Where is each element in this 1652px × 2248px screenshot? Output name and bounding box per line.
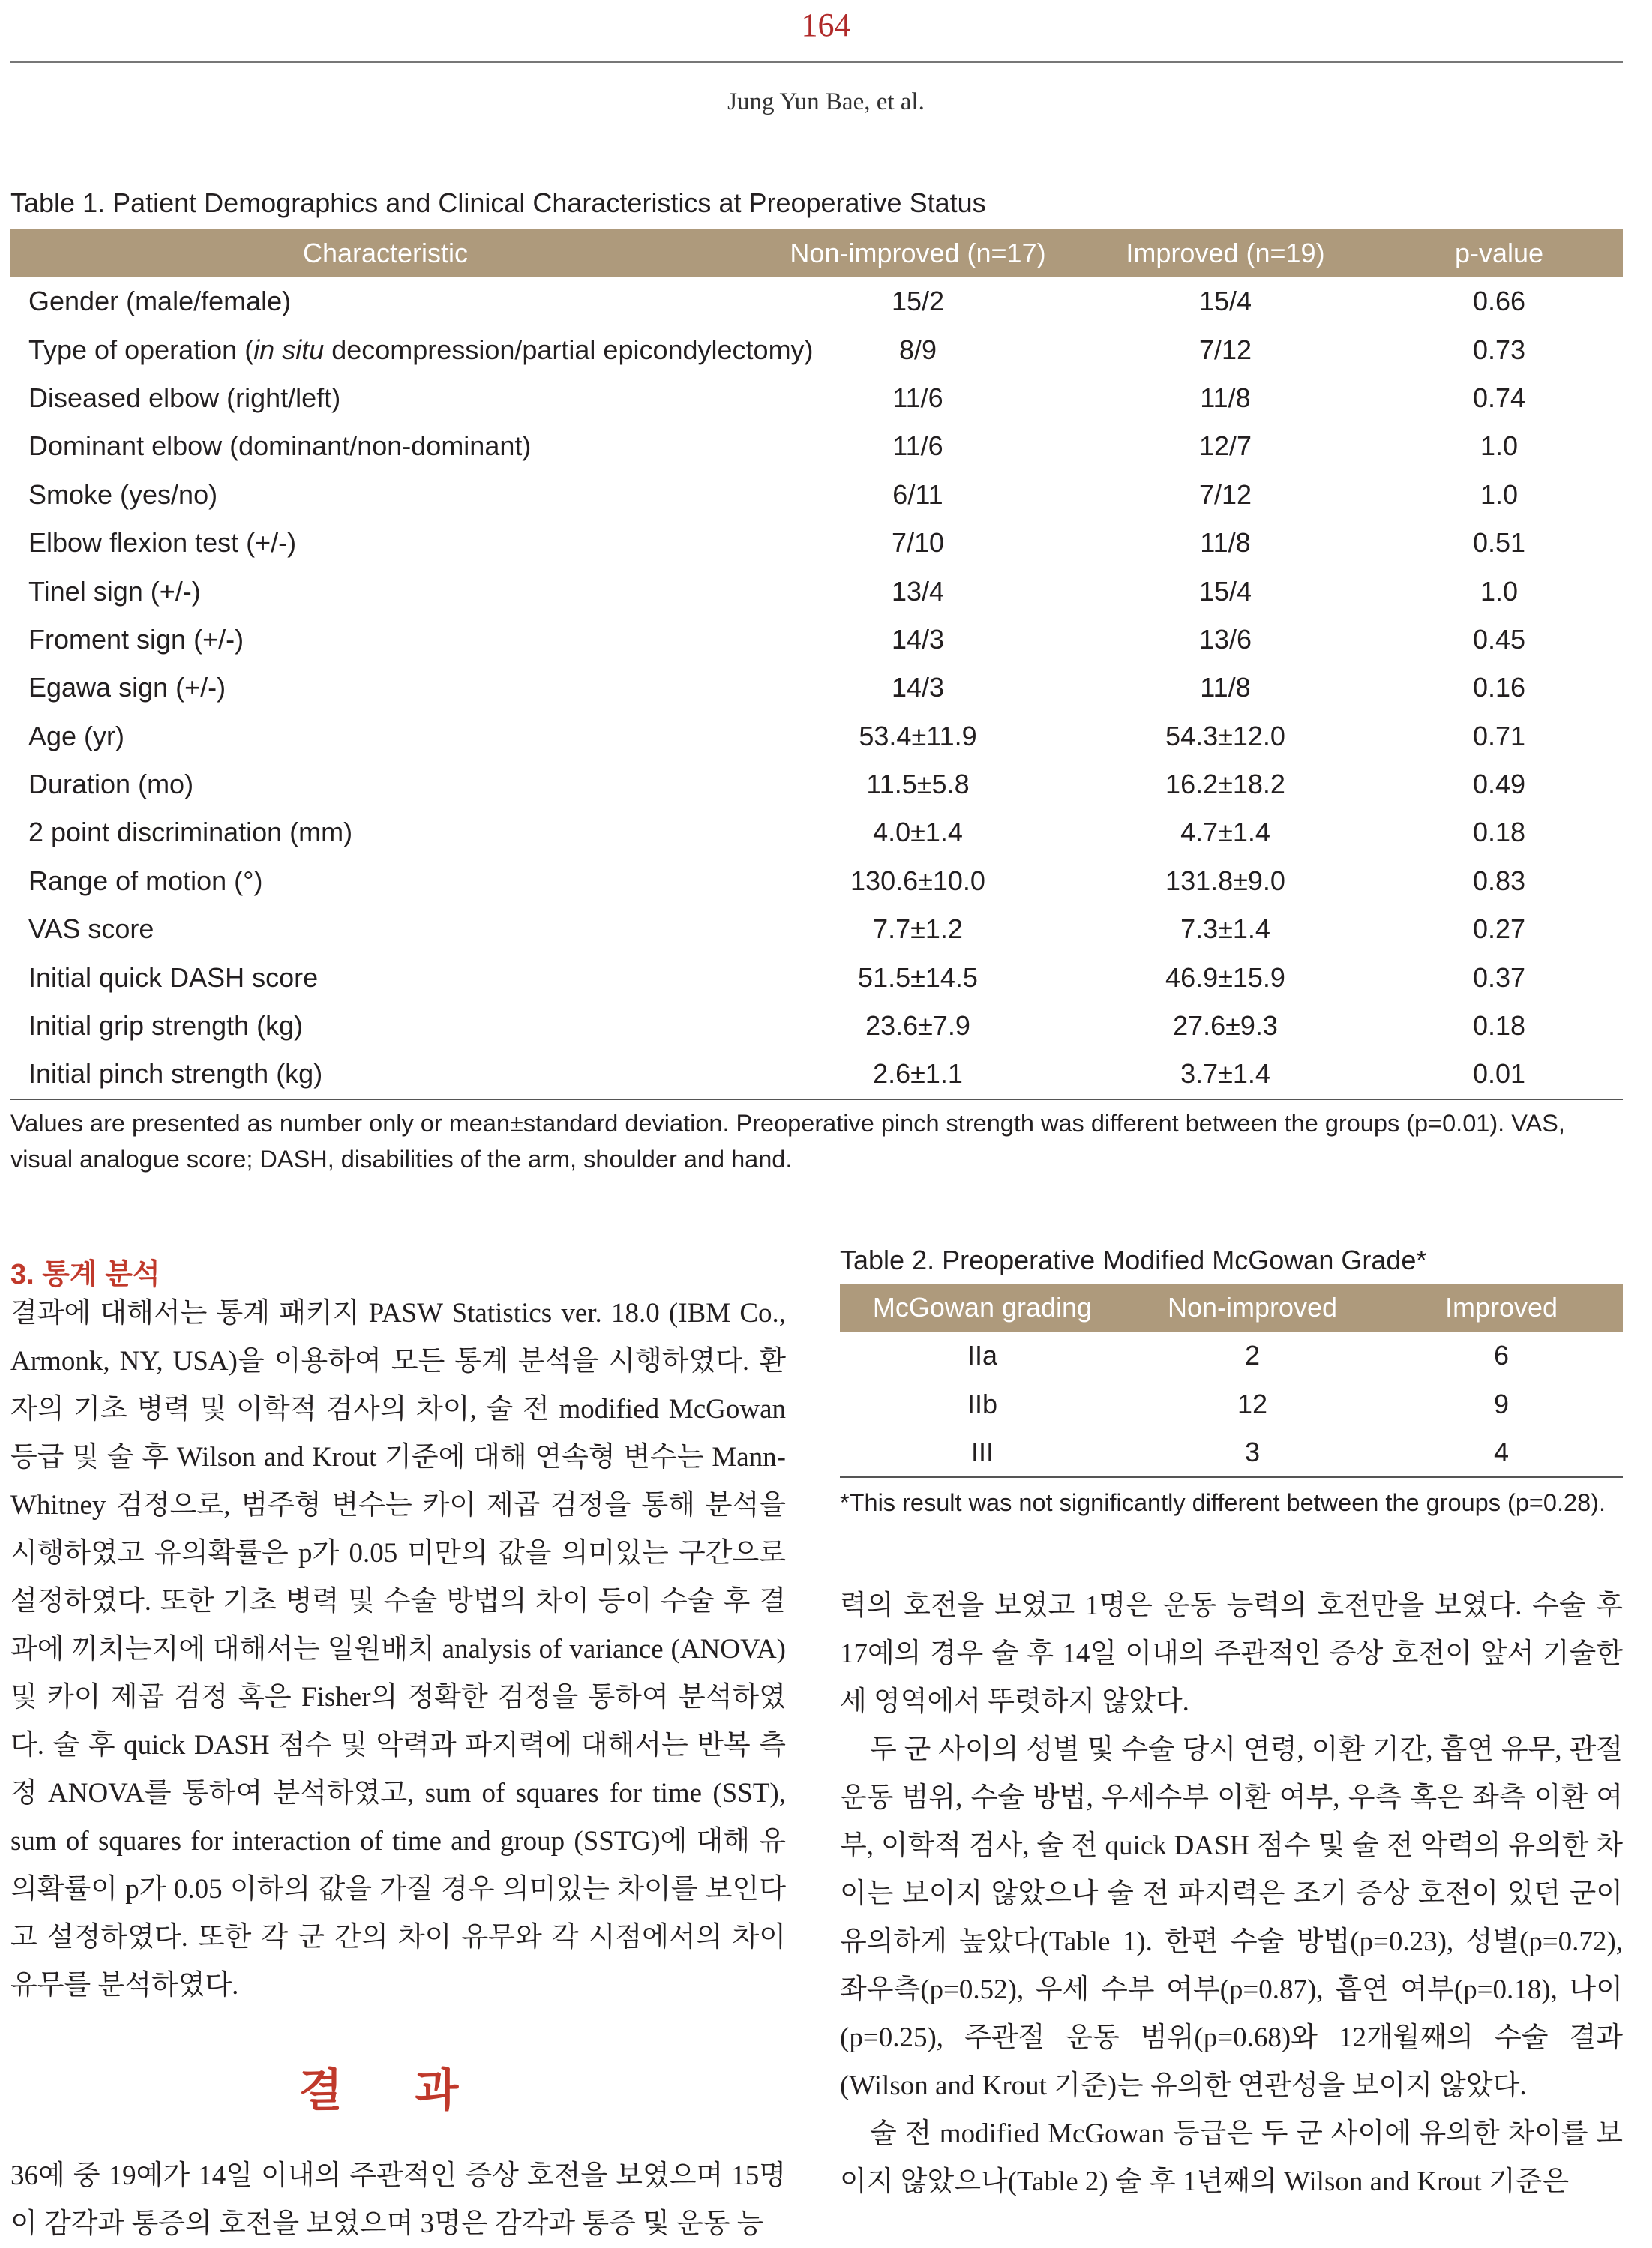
cell-improved: 4	[1493, 1436, 1510, 1467]
cell-improved: 46.9±15.9	[1165, 961, 1285, 993]
cell-improved: 12/7	[1198, 430, 1252, 462]
table2-col-improved: Improved	[1444, 1292, 1558, 1323]
cell-improved: 7/12	[1198, 334, 1252, 365]
cell-non-improved: 51.5±14.5	[858, 961, 978, 993]
table-row	[10, 953, 1623, 1001]
cell-improved: 13/6	[1198, 623, 1252, 655]
table2-footnote: *This result was not significantly different between the groups (p=0.28).	[840, 1489, 1606, 1516]
table-row	[10, 712, 1623, 760]
cell-p-value: 0.18	[1472, 817, 1526, 848]
cell-improved: 131.8±9.0	[1165, 865, 1285, 896]
table-row	[10, 905, 1623, 953]
row-label: Egawa sign (+/-)	[28, 672, 226, 703]
page-number: 164	[801, 7, 851, 43]
cell-improved: 3.7±1.4	[1180, 1058, 1270, 1090]
results-paragraph-text: 36예 중 19예가 14일 이내의 주관적인 증상 호전을 보였으며 15명이 감각과 통증의 호전을 보였으며 3명은 감각과 통증 및 운동 능	[10, 2160, 786, 2239]
cell-improved: 11/8	[1200, 382, 1251, 413]
cell-p-value: 1.0	[1480, 575, 1519, 607]
row-label: 2 point discrimination (mm)	[28, 817, 353, 848]
row-label: Diseased elbow (right/left)	[28, 382, 341, 413]
cell-improved: 7.3±1.4	[1180, 913, 1270, 945]
row-label: Elbow flexion test (+/-)	[28, 527, 297, 559]
cell-p-value: 0.45	[1472, 623, 1526, 655]
cell-improved: 15/4	[1198, 286, 1252, 317]
cell-grade: IIb	[967, 1388, 998, 1419]
table2-header-row	[840, 1284, 1623, 1332]
table1-footnote-line1: Values are presented as number only or mean±standard deviation. Preoperative pinch strength was different between the groups (p=0.01). VAS,	[10, 1110, 1565, 1137]
cell-non-improved: 53.4±11.9	[859, 720, 977, 751]
table2-bottom-rule	[840, 1476, 1623, 1478]
cell-non-improved: 3	[1244, 1436, 1261, 1467]
cell-improved: 7/12	[1198, 478, 1252, 510]
cell-p-value: 0.66	[1472, 286, 1526, 317]
table-row	[10, 664, 1623, 712]
cell-p-value: 0.83	[1472, 865, 1526, 896]
cell-improved: 4.7±1.4	[1180, 817, 1270, 848]
right-column-text	[840, 1582, 1623, 2206]
header-divider	[10, 61, 1623, 63]
table-row	[10, 374, 1623, 422]
cell-p-value: 0.51	[1472, 527, 1526, 559]
cell-non-improved: 15/2	[891, 286, 945, 317]
row-label: VAS score	[28, 913, 154, 945]
cell-non-improved: 130.6±10.0	[850, 865, 985, 896]
table-row	[10, 567, 1623, 615]
table-row	[10, 471, 1623, 519]
table1-footnote-line2: visual analogue score; DASH, disabilities of the arm, shoulder and hand.	[10, 1146, 793, 1173]
cell-non-improved: 8/9	[898, 334, 937, 365]
cell-p-value: 1.0	[1480, 430, 1519, 462]
table-row	[10, 422, 1623, 470]
cell-non-improved: 7/10	[891, 527, 945, 559]
table-row	[10, 616, 1623, 664]
row-label: Age (yr)	[28, 720, 125, 751]
statistics-paragraph-text: 결과에 대해서는 통계 패키지 PASW Statistics ver. 18.0 (IBM Co., Armonk, NY, USA)을 이용하여 모든 통계 분석을 시행하였다. 환자의 기초 병력 및 이학적 검사의 차이, 술 전 modified McGowan 등급 및 술 후 Wilson and Krout 기준에 대해 연속형 변수는 Mann-Whitney 검정으로, 범주형 변수는 카이 제곱 검정을 통해 분석을 시행하였고 유의확률은 p가 0.05 미만의 값을 의미있는 구간으로 설정하였다. 또한 기초 병력 및 수술 방법의 차이 등이 수술 후 결과에 끼치는지에 대해서는 일원배치 analysis of variance (ANOVA) 및 카이 제곱 검정 혹은 Fisher의 정확한 검정을 통하여 분석하였다. 술 후 quick DASH 점수 및 악력과 파지력에 대해서는 반복 측정 ANOVA를 통하여 분석하였고, sum of squares for time (SST), sum of squares for interaction of time and group (SSTG)에 대해 유의확률이 p가 0.05 이하의 값을 가질 경우 의미있는 차이를 보인다고 설정하였다. 또한 각 군 간의 차이 유무와 각 시점에서의 차이 유무를 분석하였다.	[10, 1298, 786, 2001]
row-label: Initial quick DASH score	[28, 961, 319, 993]
table2-body	[840, 1332, 1623, 1476]
cell-p-value: 0.74	[1472, 382, 1526, 413]
cell-p-value: 0.49	[1472, 769, 1526, 800]
row-label: Dominant elbow (dominant/non-dominant)	[28, 430, 532, 462]
statistics-paragraph	[10, 1290, 786, 2010]
cell-non-improved: 2	[1244, 1340, 1261, 1371]
table1-bottom-rule	[10, 1099, 1623, 1100]
right-paragraph-2: 두 군 사이의 성별 및 수술 당시 연령, 이환 기간, 흡연 유무, 관절 운동 범위, 수술 방법, 우세수부 이환 여부, 우측 혹은 좌측 이환 여부, 이학적 검사, 술 전 quick DASH 점수 및 술 전 악력의 유의한 차이는 보이지 않았으나 술 전 파지력은 조기 증상 호전이 있던 군이 유의하게 높았다(Table 1). 한편 수술 방법(p=0.23), 성별(p=0.72), 좌우측(p=0.52), 우세 수부 여부(p=0.87), 흡연 여부(p=0.18), 나이(p=0.25), 주관절 운동 범위(p=0.68)와 12개월째의 수술 결과(Wilson and Krout 기준)는 유의한 연관성을 보이지 않았다.	[840, 1734, 1623, 2101]
table1-col-non-improved: Non-improved (n=17)	[790, 238, 1046, 268]
table2	[840, 1284, 1623, 1478]
table2-col-grading: McGowan grading	[872, 1292, 1093, 1323]
cell-grade: III	[970, 1436, 994, 1467]
running-header: Jung Yun Bae, et al.	[727, 88, 925, 115]
table-row	[10, 325, 1623, 373]
table1-col-p-value: p-value	[1454, 238, 1544, 268]
row-label: Initial grip strength (kg)	[28, 1010, 304, 1042]
results-heading: 결 과	[298, 2065, 489, 2115]
cell-p-value: 0.71	[1472, 720, 1526, 751]
table-row	[10, 808, 1623, 856]
row-label: Range of motion (°)	[28, 865, 263, 896]
cell-improved: 15/4	[1198, 575, 1252, 607]
section-heading-statistics: 3. 통계 분석	[10, 1259, 160, 1290]
right-paragraph-1: 력의 호전을 보였고 1명은 운동 능력의 호전만을 보였다. 수술 후 17예의 경우 술 후 14일 이내의 주관적인 증상 호전이 앞서 기술한 세 영역에서 뚜렷하지 않았다.	[840, 1590, 1623, 1717]
row-label: Duration (mo)	[28, 769, 194, 800]
cell-non-improved: 6/11	[892, 478, 943, 510]
cell-p-value: 0.18	[1472, 1010, 1526, 1042]
table1-col-improved: Improved (n=19)	[1126, 238, 1325, 268]
cell-non-improved: 2.6±1.1	[873, 1058, 963, 1090]
table-row	[840, 1380, 1623, 1428]
table1	[10, 229, 1623, 1100]
table1-footnote	[10, 1105, 1623, 1177]
table2-title: Table 2. Preoperative Modified McGowan Grade*	[840, 1245, 1427, 1275]
row-label: Gender (male/female)	[28, 286, 292, 317]
table1-header-row	[10, 229, 1623, 277]
row-label: Initial pinch strength (kg)	[28, 1058, 323, 1090]
cell-p-value: 0.01	[1472, 1058, 1526, 1090]
table1-body	[10, 277, 1623, 1099]
table-row	[10, 1002, 1623, 1050]
table-row	[10, 519, 1623, 567]
cell-non-improved: 14/3	[891, 623, 945, 655]
table-row	[840, 1332, 1623, 1380]
cell-improved: 16.2±18.2	[1165, 769, 1285, 800]
cell-p-value: 0.73	[1472, 334, 1526, 365]
table-row	[840, 1428, 1623, 1476]
right-paragraph-3: 술 전 modified McGowan 등급은 두 군 사이에 유의한 차이를 보이지 않았으나(Table 2) 술 후 1년째의 Wilson and Krout 기준은	[840, 2118, 1623, 2197]
results-paragraph	[10, 2152, 786, 2248]
cell-non-improved: 14/3	[891, 672, 945, 703]
table1-col-characteristic: Characteristic	[302, 238, 469, 268]
cell-non-improved: 11/6	[892, 430, 943, 462]
row-label: Froment sign (+/-)	[28, 623, 244, 655]
cell-grade: IIa	[967, 1340, 998, 1371]
cell-p-value: 0.27	[1472, 913, 1526, 945]
cell-non-improved: 11.5±5.8	[866, 769, 970, 800]
table1-title: Table 1. Patient Demographics and Clinical Characteristics at Preoperative Status	[10, 187, 986, 218]
cell-improved: 11/8	[1200, 527, 1251, 559]
in-situ-italic: in situ	[253, 334, 325, 365]
row-label: Tinel sign (+/-)	[28, 575, 201, 607]
cell-non-improved: 11/6	[892, 382, 943, 413]
cell-non-improved: 13/4	[891, 575, 945, 607]
cell-p-value: 0.37	[1472, 961, 1526, 993]
cell-non-improved: 23.6±7.9	[865, 1010, 970, 1042]
cell-non-improved: 12	[1237, 1388, 1268, 1419]
cell-improved: 27.6±9.3	[1173, 1010, 1278, 1042]
cell-p-value: 0.16	[1472, 672, 1526, 703]
cell-improved: 9	[1493, 1388, 1510, 1419]
table-row	[10, 760, 1623, 808]
table2-col-non-improved: Non-improved	[1167, 1292, 1338, 1323]
row-label: Type of operation (in situ decompression/partial epicondylectomy)	[28, 334, 814, 365]
cell-p-value: 1.0	[1480, 478, 1519, 510]
table-row	[10, 857, 1623, 905]
cell-non-improved: 4.0±1.4	[873, 817, 963, 848]
cell-improved: 11/8	[1200, 672, 1251, 703]
table-row	[10, 1050, 1623, 1098]
row-label: Smoke (yes/no)	[28, 478, 218, 510]
cell-improved: 54.3±12.0	[1165, 720, 1285, 751]
cell-non-improved: 7.7±1.2	[873, 913, 963, 945]
table-row	[10, 277, 1623, 325]
cell-improved: 6	[1493, 1340, 1510, 1371]
